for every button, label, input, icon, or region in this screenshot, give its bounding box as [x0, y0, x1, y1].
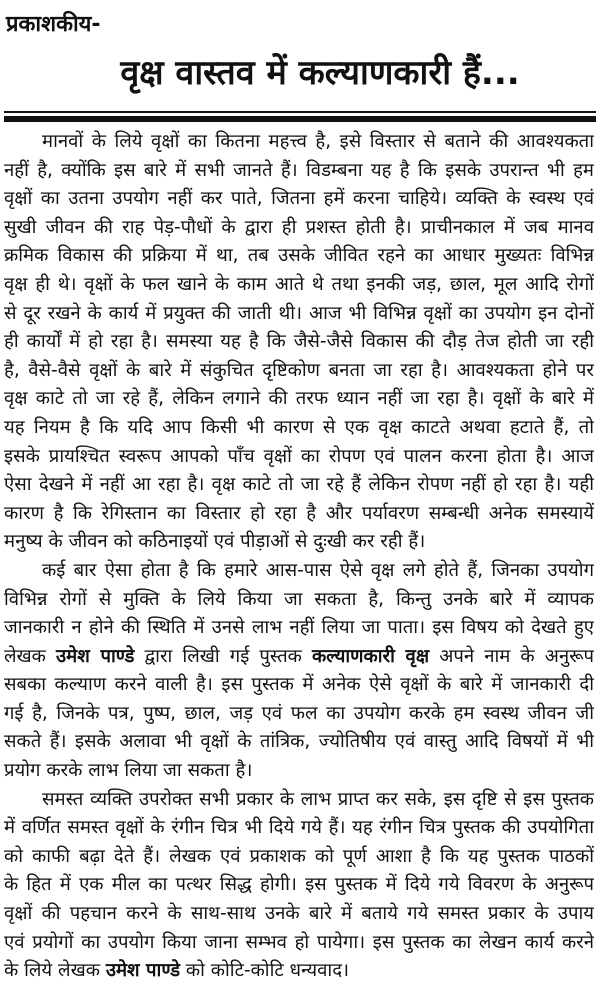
text-segment: ऐसा देखने में नहीं आ रहा है। वृक्ष काटे तो जा रहे हैं लेकिन रोपण नहीं हो रहा है। यही [4, 474, 594, 496]
paragraph [4, 128, 594, 557]
text-line [4, 871, 594, 900]
text-line [4, 528, 594, 557]
text-line [4, 843, 594, 872]
text-line [4, 300, 594, 329]
text-line [4, 385, 594, 414]
text-segment: नहीं है, क्योंकि इस बारे में सभी जानते हैं। विडम्बना यह है कि इसके उपरान्त भी हम [4, 159, 594, 181]
text-segment: समस्त व्यक्ति उपरोक्त सभी प्रकार के लाभ प्राप्त कर सके, इस दृष्टि से इस पुस्तक [42, 788, 594, 810]
text-line [4, 586, 594, 615]
text-segment: वृक्षों का उतना उपयोग नहीं कर पाते, जितना हमें करना चाहिये। व्यक्ति के स्वस्थ एवं [4, 188, 594, 210]
paragraph [4, 786, 594, 986]
text-segment: द्वारा लिखी गई पुस्तक [134, 645, 312, 667]
text-segment: कारण है कि रेगिस्तान का विस्तार हो रहा है और पर्यावरण सम्बन्धी अनेक समस्यायें [4, 502, 594, 524]
text-line [4, 786, 594, 815]
text-line [4, 700, 594, 729]
text-segment: से दूर रखने के कार्य में प्रयुक्त की जाती थी। आज भी विभिन्न वृक्षों का उपयोग इन दोनों [4, 302, 594, 324]
text-line [4, 471, 594, 500]
text-line [4, 757, 594, 786]
text-segment: के हित में एक मील का पत्थर सिद्ध होगी। इस पुस्तक में दिये गये विवरण के अनुरूप [4, 874, 594, 896]
text-segment: वृक्ष ही थे। वृक्षों के फल खाने के काम आते थे तथा इनकी जड़, छाल, मूल आदि रोगों [4, 273, 594, 295]
text-segment: विभिन्न रोगों से मुक्ति के लिये किया जा सकता है, किन्तु उनके बारे में व्यापक [4, 588, 594, 610]
text-segment: प्रयोग करके लाभ लिया जा सकता है। [4, 760, 253, 782]
text-line [4, 728, 594, 757]
text-segment: लेखक [4, 645, 56, 667]
text-line [4, 957, 594, 986]
text-segment: मानवों के लिये वृक्षों का कितना महत्त्व है, इसे विस्तार से बताने की आवश्यकता [42, 131, 594, 152]
text-line [4, 443, 594, 472]
text-line [4, 271, 594, 300]
bold-text: उमेश पाण्डे [105, 960, 181, 982]
text-line [4, 557, 594, 586]
text-segment: अपने नाम के अनुरूप [429, 645, 594, 667]
text-segment: सबका कल्याण करने वाली है। इस पुस्तक में अनेक ऐसे वृक्षों के बारे में जानकारी दी [4, 674, 594, 696]
divider-thin [4, 111, 596, 113]
text-segment: है, वैसे-वैसे वृक्षों के बारे में संकुचित दृष्टिकोण बनता जा रहा है। आवश्यकता होने पर [4, 359, 594, 381]
text-line [4, 900, 594, 929]
text-line [4, 214, 594, 243]
text-segment: वृक्ष काटे तो जा रहे हैं, लेकिन लगाने की तरफ ध्यान नहीं जा रहा है। वृक्षों के बारे में [4, 388, 594, 410]
text-segment: कई बार ऐसा होता है कि हमारे आस-पास ऐसे वृक्ष लगे होते हैं, जिनका उपयोग [42, 559, 594, 581]
text-segment: सुखी जीवन की राह पेड़-पौधों के द्वारा ही प्रशस्त होती है। प्राचीनकाल में जब मानव [4, 216, 594, 238]
text-segment: मनुष्य के जीवन को कठिनाइयों एवं पीड़ाओं से दुःखी कर रही हैं। [4, 531, 426, 553]
divider-thick [4, 116, 596, 122]
bold-text: कल्याणकारी वृक्ष [311, 645, 430, 667]
text-line [4, 357, 594, 386]
text-line [4, 242, 594, 271]
text-segment: वृक्षों की पहचान करने के साथ-साथ उनके बारे में बताये गये समस्त प्रकार के उपाय [4, 903, 594, 925]
text-line [4, 814, 594, 843]
text-line [4, 128, 594, 157]
text-line [4, 185, 594, 214]
text-line [4, 671, 594, 700]
section-label: प्रकाशकीय- [6, 12, 101, 37]
text-segment: सकते हैं। इसके अलावा भी वृक्षों के तांत्रिक, ज्योतिषीय एवं वास्तु आदि विषयों में भी [4, 731, 594, 753]
text-line [4, 643, 594, 672]
text-line [4, 414, 594, 443]
text-line [4, 157, 594, 186]
text-segment: यह नियम है कि यदि आप किसी भी कारण से एक वृक्ष काटते अथवा हटाते हैं, तो [4, 416, 594, 438]
page-title: वृक्ष वास्तव में कल्याणकारी हैं... [120, 53, 520, 93]
body-text [4, 128, 594, 986]
text-segment: इसके प्रायश्चित स्वरूप आपको पाँच वृक्षों का रोपण एवं पालन करना होता है। आज [4, 445, 594, 467]
text-segment: एवं प्रयोगों का उपयोग किया जाना सम्भव हो पायेगा। इस पुस्तक का लेखन कार्य करने [4, 931, 594, 953]
text-segment: गई है, जिनके पत्र, पुष्प, छाल, जड़ एवं फल का उपयोग करके हम स्वस्थ जीवन जी [4, 702, 594, 724]
text-segment: को कोटि-कोटि धन्यवाद। [180, 960, 350, 982]
text-line [4, 500, 594, 529]
text-segment: के लिये लेखक [4, 960, 106, 982]
text-line [4, 328, 594, 357]
text-line [4, 929, 594, 958]
text-segment: में वर्णित समस्त वृक्षों के रंगीन चित्र भी दिये गये हैं। यह रंगीन चित्र पुस्तक की उपयोगिता [4, 817, 594, 839]
text-segment: को काफी बढ़ा देते हैं। लेखक एवं प्रकाशक को पूर्ण आशा है कि यह पुस्तक पाठकों [4, 845, 594, 867]
text-line [4, 614, 594, 643]
paragraph [4, 557, 594, 786]
text-segment: जानकारी न होने की स्थिति में उनसे लाभ नहीं लिया जा पाता। इस विषय को देखते हुए [4, 617, 594, 639]
bold-text: उमेश पाण्डे [56, 645, 135, 667]
text-segment: ही कार्यों में हो रहा है। समस्या यह है कि जैसे-जैसे विकास की दौड़ तेज होती जा रही [4, 331, 594, 353]
text-segment: क्रमिक विकास की प्रक्रिया में था, तब उसके जीवित रहने का आधार मुख्यतः विभिन्न [4, 245, 594, 267]
